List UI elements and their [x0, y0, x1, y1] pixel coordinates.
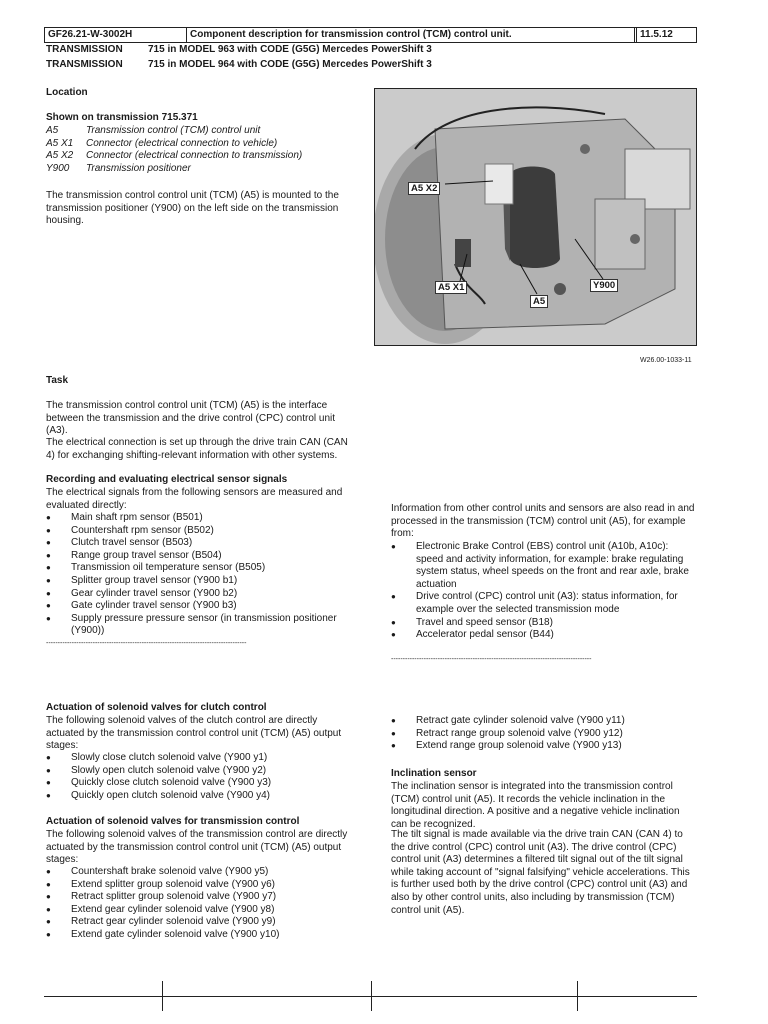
- list-item: ● Range group travel sensor (B504): [46, 550, 346, 563]
- sensors-list: [46, 512, 346, 638]
- list-item: ● Gate cylinder travel sensor (Y900 b3): [46, 600, 346, 613]
- list-item: ● Gear cylinder travel sensor (Y900 b2): [46, 588, 346, 601]
- header-divider: [186, 27, 187, 43]
- callout-a5: A5: [530, 295, 548, 308]
- list-item: ● Supply pressure pressure sensor (in transmission positioner (Y900)): [46, 613, 341, 638]
- list-item: ● Retract gear cylinder solenoid valve (Y900 y9): [46, 916, 346, 929]
- sensors-intro: The electrical signals from the following sensors are measured and evaluated directly:: [46, 487, 343, 511]
- transmission-control-list: [46, 866, 346, 942]
- callout-a5-x1: A5 X1: [435, 281, 467, 294]
- clutch-list: [46, 752, 346, 802]
- transmission-control-list-cont: [391, 715, 697, 753]
- list-item: ● Extend gate cylinder solenoid valve (Y900 y10): [46, 929, 346, 942]
- divider-right: --------------------------------------------------------------------------------------: [391, 656, 592, 663]
- header-divider: [634, 27, 635, 43]
- list-item: ● Retract gate cylinder solenoid valve (Y900 y11): [391, 715, 697, 728]
- list-item: ● Accelerator pedal sensor (B44): [391, 629, 697, 642]
- figure-caption: W26.00-1033-11: [640, 357, 692, 364]
- footer-divider: [162, 981, 163, 1011]
- location-heading: Location: [46, 87, 88, 98]
- task-para-1: The transmission control control unit (TCM) (A5) is the interface between the transmission and the drive control (CPC) control unit (A3).: [46, 400, 336, 437]
- list-item: ● Slowly open clutch solenoid valve (Y900 y2): [46, 765, 346, 778]
- transmission-control-intro: The following solenoid valves of the transmission control are directly actuated by the transmission control control unit (TCM) (A5) output stages:: [46, 829, 348, 866]
- list-item: ● Extend splitter group solenoid valve (Y900 y6): [46, 879, 346, 892]
- task-para-2: The electrical connection is set up through the drive train CAN (CAN 4) for exchanging shifting-relevant information with other systems.: [46, 437, 348, 461]
- header-table: [44, 27, 697, 43]
- legend-item: A5 X2 Connector (electrical connection to transmission): [46, 150, 303, 162]
- legend-item: Y900 Transmission positioner: [46, 162, 191, 174]
- list-item: ● Retract splitter group solenoid valve (Y900 y7): [46, 891, 346, 904]
- list-item: ● Countershaft brake solenoid valve (Y900 y5): [46, 866, 346, 879]
- list-item: ● Electronic Brake Control (EBS) control unit (A10b, A10c): speed and activity information, for example: brake regulating system status, wheel speeds on the front and rear axle, brake actuation: [391, 541, 697, 591]
- other-info-intro: Information from other control units and sensors are also read in and processed in the transmission (TCM) control unit (A5), for example from:: [391, 503, 695, 540]
- callout-y900: Y900: [590, 279, 618, 292]
- clutch-intro: The following solenoid valves of the clutch control are directly actuated by the transmission control control unit (TCM) (A5) output stages:: [46, 715, 342, 752]
- list-item: ● Clutch travel sensor (B503): [46, 537, 346, 550]
- applicability-line: TRANSMISSION 715 in MODEL 963 with CODE (G5G) Mercedes PowerShift 3: [46, 44, 432, 55]
- transmission-photo: [374, 88, 697, 346]
- list-item: ● Retract range group solenoid valve (Y900 y12): [391, 728, 697, 741]
- footer-divider: [371, 981, 372, 1011]
- doc-title: Component description for transmission control (TCM) control unit.: [187, 28, 637, 42]
- doc-date: 11.5.12: [640, 29, 673, 40]
- list-item: ● Countershaft rpm sensor (B502): [46, 525, 346, 538]
- other-info-list: [391, 541, 697, 642]
- list-item: ● Splitter group travel sensor (Y900 b1): [46, 575, 346, 588]
- callout-a5-x2: A5 X2: [408, 182, 440, 195]
- list-item: ● Main shaft rpm sensor (B501): [46, 512, 346, 525]
- inclination-heading: Inclination sensor: [391, 768, 477, 779]
- list-item: ● Extend gear cylinder solenoid valve (Y900 y8): [46, 904, 346, 917]
- list-item: ● Slowly close clutch solenoid valve (Y900 y1): [46, 752, 346, 765]
- list-item: ● Travel and speed sensor (B18): [391, 617, 697, 630]
- list-item: ● Transmission oil temperature sensor (B505): [46, 562, 346, 575]
- list-item: ● Drive control (CPC) control unit (A3): status information, for example over the selected transmission mode: [391, 591, 697, 616]
- list-item: ● Quickly close clutch solenoid valve (Y900 y3): [46, 777, 346, 790]
- legend-item: A5 X1 Connector (electrical connection to vehicle): [46, 137, 278, 149]
- applicability-line: TRANSMISSION 715 in MODEL 964 with CODE (G5G) Mercedes PowerShift 3: [46, 59, 432, 70]
- inclination-para-1: The inclination sensor is integrated into the transmission control (TCM) control unit (A5). It records the vehicle inclination in the longitudinal direction. A positive and a negative vehicle inclination can be recognized.: [391, 781, 680, 830]
- list-item: ● Extend range group solenoid valve (Y900 y13): [391, 740, 697, 753]
- legend-item: A5 Transmission control (TCM) control unit: [46, 125, 261, 136]
- location-description: The transmission control control unit (TCM) (A5) is mounted to the transmission positioner (Y900) on the left side on the transmission housing.: [46, 190, 339, 227]
- inclination-para-2: The tilt signal is made available via the drive train CAN (CAN 4) to the drive control (CPC) control unit (A3). The drive control (CPC) control unit (A3) determines a filtered tilt signal out of the tilt signal while taking account of "signal falsifying" vehicle accelerations. This is further used both by the drive control (CPC) control unit (A3) and also by other control units, also including by transmission (TCM) control unit (A5).: [391, 829, 690, 916]
- list-item: ● Quickly open clutch solenoid valve (Y900 y4): [46, 790, 346, 803]
- doc-id: GF26.21-W-3002H: [45, 28, 187, 42]
- transmission-control-heading: Actuation of solenoid valves for transmission control: [46, 816, 300, 827]
- clutch-heading: Actuation of solenoid valves for clutch control: [46, 702, 267, 713]
- shown-on: Shown on transmission 715.371: [46, 112, 198, 123]
- task-heading: Task: [46, 375, 69, 386]
- divider-left: --------------------------------------------------------------------------------------: [46, 640, 247, 647]
- sensors-heading: Recording and evaluating electrical sensor signals: [46, 474, 288, 485]
- legend-list: [46, 125, 356, 175]
- footer-divider: [577, 981, 578, 1011]
